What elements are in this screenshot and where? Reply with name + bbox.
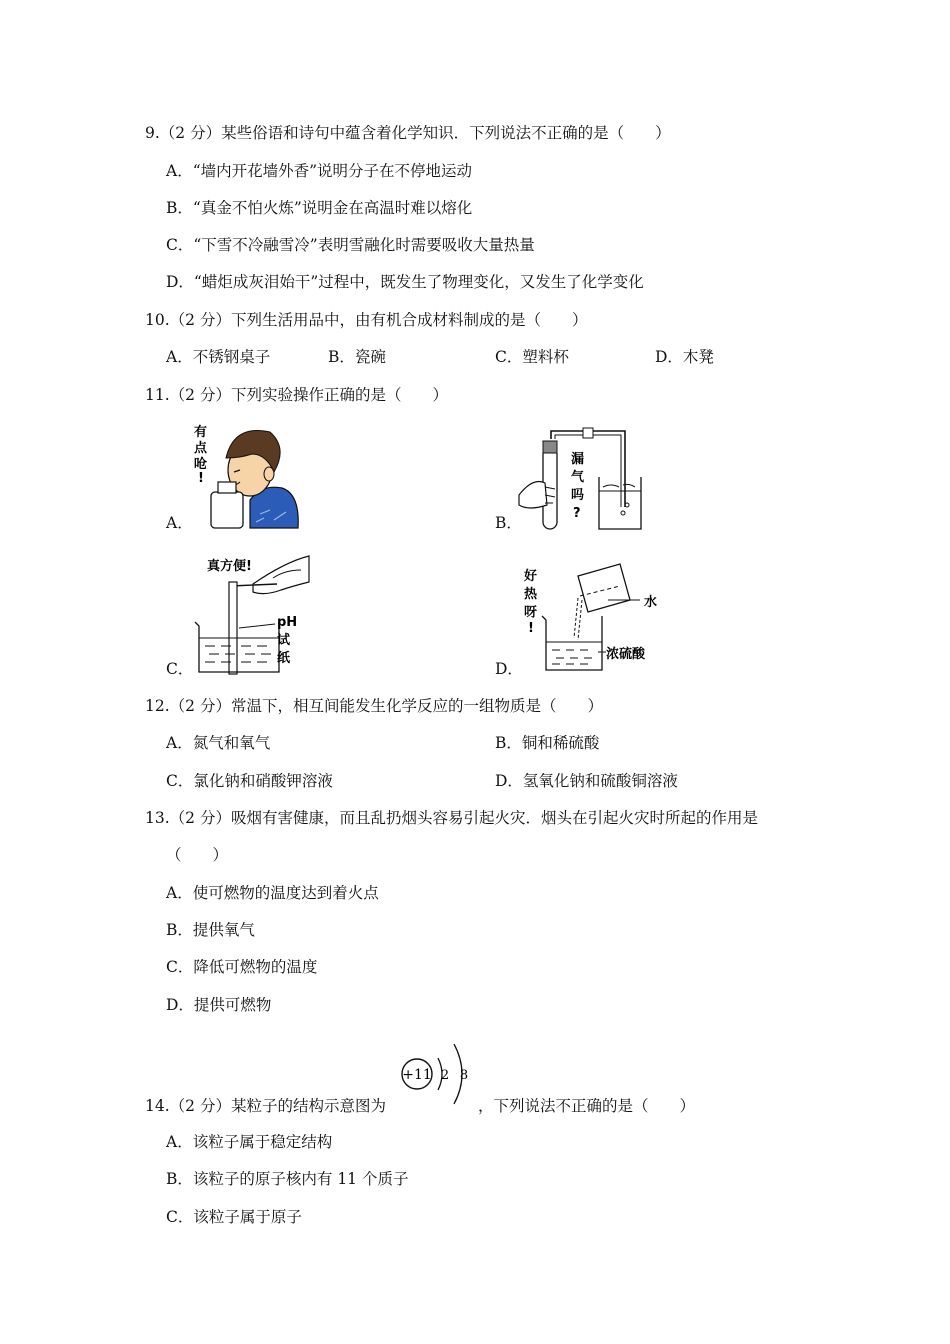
fig-a-char-4: !: [198, 471, 204, 486]
fig-a-smelling-illustration: [190, 418, 310, 530]
q13-option-a: A．使可燃物的温度达到着火点: [166, 884, 379, 902]
fig-d-water-label: 水: [644, 595, 658, 610]
q10-option-c: C．塑料杯: [495, 348, 569, 366]
q9-option-b: B．“真金不怕火炼”说明金在高温时难以熔化: [166, 199, 473, 217]
particle-structure-diagram: [398, 1032, 478, 1116]
q13-option-c: C．降低可燃物的温度: [166, 958, 318, 976]
q12-option-b: B．铜和稀硫酸: [495, 734, 600, 752]
fig-b-airtightness-apparatus: [515, 425, 645, 535]
fig-c-ph-label: pH: [277, 615, 298, 630]
shell-2-electrons: 8: [459, 1068, 469, 1083]
fig-a-char-3: 呛: [194, 457, 208, 472]
q12-option-d: D．氢氧化钠和硫酸铜溶液: [495, 772, 678, 790]
fig-c-shi-label: 试: [277, 633, 291, 648]
fig-c-bubble-text: 真方便!: [207, 559, 252, 574]
fig-d-dilution-wrong: [520, 560, 665, 678]
q12-option-a: A．氮气和氧气: [166, 734, 271, 752]
q10-option-b: B．瓷碗: [328, 348, 386, 366]
q14-option-a: A．该粒子属于稳定结构: [166, 1133, 333, 1151]
nucleus-charge: +11: [402, 1067, 432, 1083]
fig-c-zhi-label: 纸: [277, 651, 291, 666]
q10-option-a: A．不锈钢桌子: [166, 348, 271, 366]
q14-option-c: C．该粒子属于原子: [166, 1208, 302, 1226]
fig-b-char-4: ?: [573, 506, 581, 521]
q13-option-d: D．提供可燃物: [166, 996, 272, 1014]
q14-stem-after: ，下列说法不正确的是（ ）: [478, 1097, 696, 1115]
q9-stem: 9.（2 分）某些俗语和诗句中蕴含着化学知识．下列说法不正确的是（ ）: [145, 124, 671, 142]
q10-option-d: D．木凳: [655, 348, 714, 366]
fig-d-char-3: 呀: [524, 605, 538, 620]
q14-stem-before: 14.（2 分）某粒子的结构示意图为: [145, 1097, 386, 1115]
q11-label-a: A．: [166, 514, 193, 532]
fig-d-char-4: !: [528, 621, 534, 636]
fig-d-char-2: 热: [524, 587, 538, 602]
fig-a-char-1: 有: [194, 425, 208, 440]
q11-label-c: C．: [166, 660, 194, 678]
q9-option-d: D．“蜡炬成灰泪始干”过程中，既发生了物理变化，又发生了化学变化: [166, 273, 644, 291]
fig-c-ph-paper-beaker: [185, 548, 315, 678]
q13-stem-cont: （ ）: [166, 846, 229, 864]
q9-option-c: C．“下雪不冷融雪冷”表明雪融化时需要吸收大量热量: [166, 236, 535, 254]
q13-stem: 13.（2 分）吸烟有害健康，而且乱扔烟头容易引起火灾．烟头在引起火灾时所起的作用是: [145, 809, 758, 827]
fig-b-char-2: 气: [571, 470, 585, 485]
q12-option-c: C．氯化钠和硝酸钾溶液: [166, 772, 333, 790]
q9-option-a: A．“墙内开花墙外香”说明分子在不停地运动: [166, 162, 473, 180]
fig-d-char-1: 好: [524, 569, 538, 584]
q12-stem: 12.（2 分）常温下，相互间能发生化学反应的一组物质是（ ）: [145, 697, 603, 715]
fig-b-char-3: 吗: [571, 488, 585, 503]
q10-stem: 10.（2 分）下列生活用品中，由有机合成材料制成的是（ ）: [145, 311, 588, 329]
q11-stem: 11.（2 分）下列实验操作正确的是（ ）: [145, 386, 448, 404]
shell-1-electrons: 2: [440, 1068, 450, 1083]
q13-option-b: B．提供氧气: [166, 921, 255, 939]
q14-option-b: B．该粒子的原子核内有 11 个质子: [166, 1170, 409, 1188]
q11-label-d: D．: [495, 660, 523, 678]
fig-d-acid-label: 浓硫酸: [606, 647, 646, 662]
fig-b-char-1: 漏: [571, 452, 585, 467]
fig-a-char-2: 点: [194, 441, 208, 456]
q11-label-b: B．: [495, 514, 522, 532]
